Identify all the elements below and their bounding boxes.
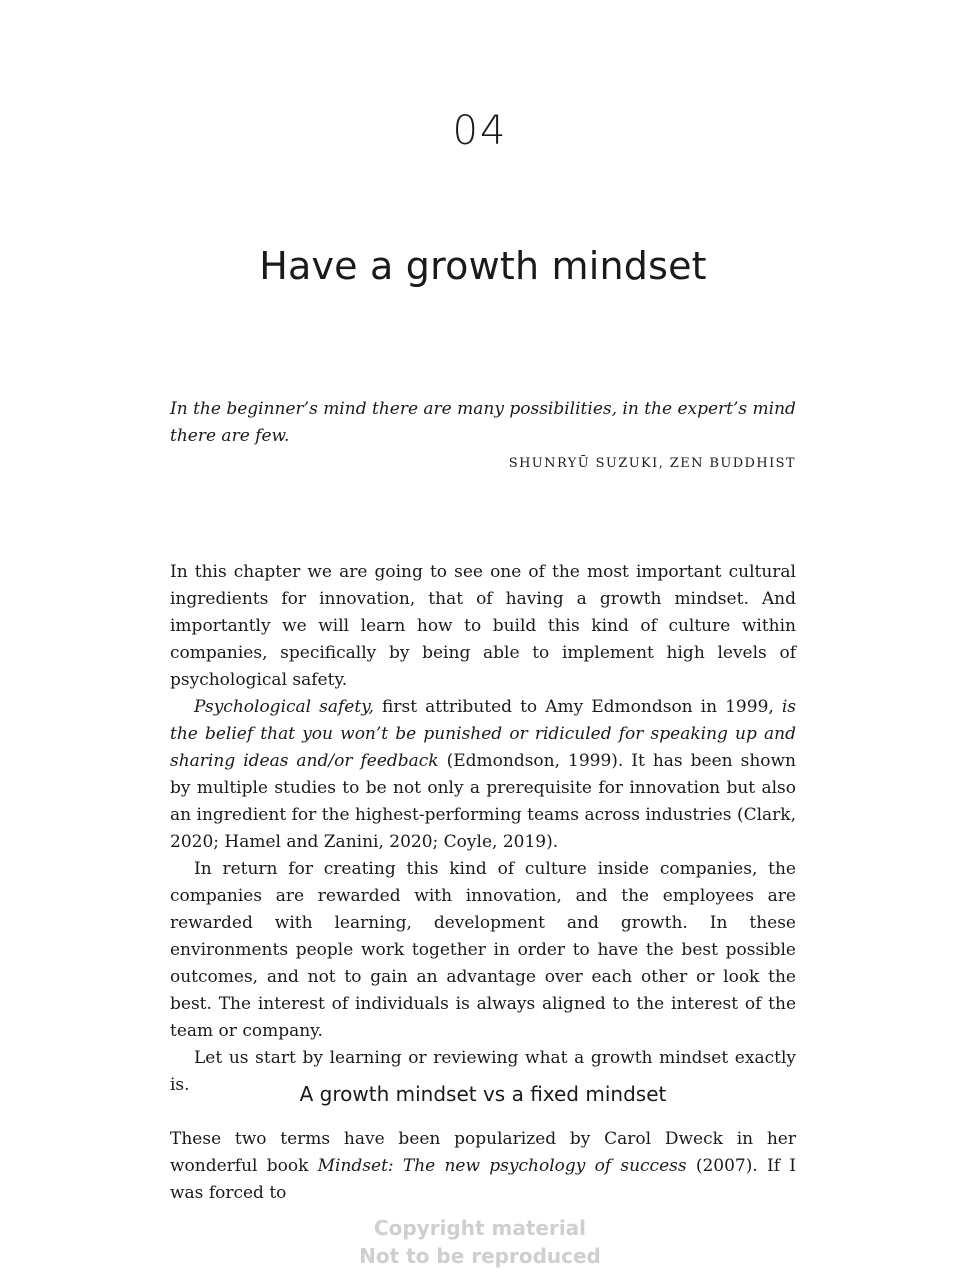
paragraph-3: In return for creating this kind of culture inside companies, the companies are rewarded with innovation, and the employees are rewarded with learning, development and growth. In these environments people work together in order to have the best possible outcomes, and not to gain an advantage over each other or look the best. The interest of individuals is always aligned to the interest of the team or company.	[170, 859, 796, 1041]
definition-psychological-safety: is the belief that you won’t be punished or ridiculed for speaking up and sharing ideas and/or feedback	[170, 697, 797, 771]
section-paragraph-text-b: (2007). If I was forced to	[170, 1156, 796, 1203]
paragraph-2	[170, 694, 796, 856]
section-heading: A growth mindset vs a fixed mindset	[299, 1082, 667, 1106]
term-psychological-safety: Psychological safety,	[194, 697, 374, 717]
epigraph-quote: In the beginner’s mind there are many possibilities, in the expert’s mind there are few.	[170, 399, 796, 446]
chapter-number: 04	[452, 108, 508, 154]
paragraph-1: In this chapter we are going to see one of the most important cultural ingredients for innovation, that of having a growth mindset. And importantly we will learn how to build this kind of culture within companies, specifically by being able to implement high levels of psychological safety.	[170, 562, 796, 690]
section-body	[170, 1126, 796, 1207]
watermark-line-2: Not to be reproduced	[359, 1244, 601, 1268]
body-text	[170, 559, 796, 1099]
section-paragraph-text-a: These two terms have been popularized by Carol Dweck in her wonderful book	[170, 1129, 796, 1176]
copyright-watermark	[0, 1214, 960, 1270]
epigraph-attribution: SHUNRYŪ SUZUKI, ZEN BUDDHIST	[508, 456, 796, 471]
watermark-line-1: Copyright material	[373, 1216, 587, 1240]
section-paragraph-1	[170, 1126, 796, 1207]
paragraph-2-text-b: (Edmondson, 1999). It has been shown by multiple studies to be not only a prerequisite for innovation but also an ingredient for the highest-performing teams across industries (Clark, 2020; Hamel and Zanini, 2020; Coyle, 2019).	[170, 751, 797, 852]
chapter-title: Have a growth mindset	[259, 244, 707, 288]
paragraph-4: Let us start by learning or reviewing what a growth mindset exactly is.	[170, 1048, 796, 1095]
paragraph-2-text-a: first attributed to Amy Edmondson in 1999,	[373, 697, 782, 717]
book-title: Mindset: The new psychology of success	[317, 1156, 687, 1176]
